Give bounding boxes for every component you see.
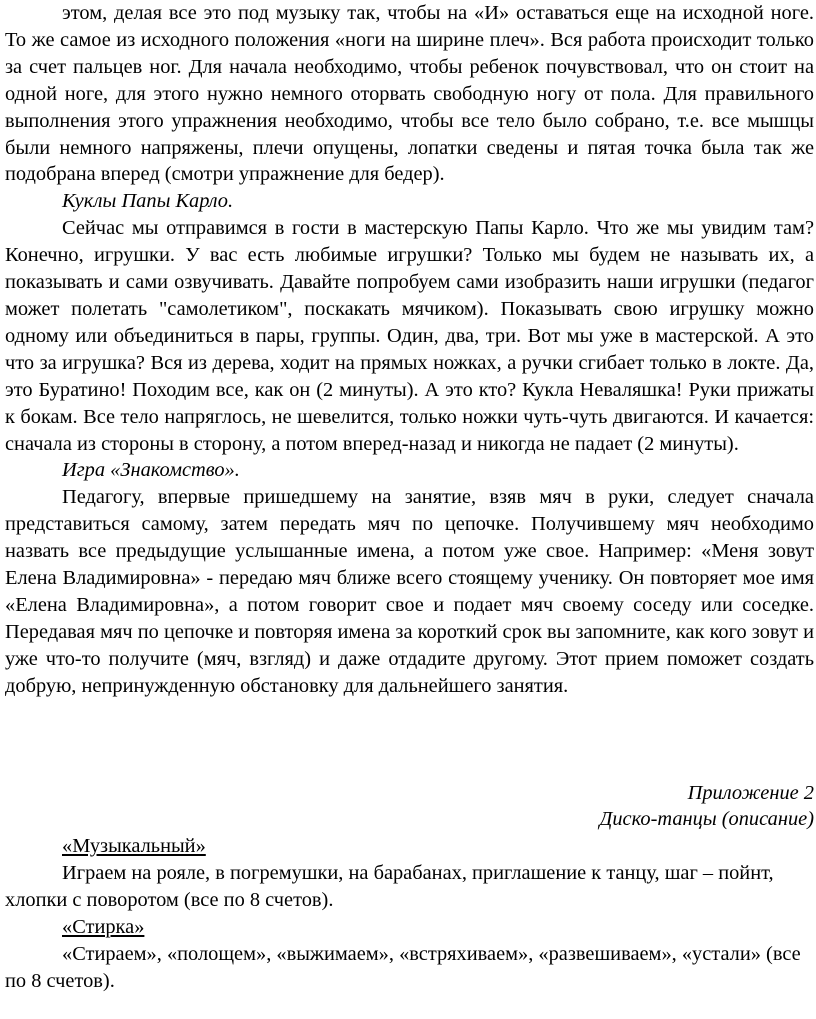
heading-musical [5, 833, 814, 860]
paragraph-laundry: «Стираем», «полощем», «выжимаем», «встряхиваем», «развешиваем», «устали» (все по 8 счетов). [5, 943, 801, 992]
heading-laundry-text: «Стирка» [62, 916, 145, 939]
paragraph-acquaintance: Педагогу, впервые пришедшему на занятие, взяв мяч в руки, следует сначала представиться самому, затем передать мяч по цепочке. Получившему мяч необходимо назвать все предыдущие услышанные имена, а потом уже свое. Например: «Меня зовут Елена Владимировна» - передаю мяч ближе всего стоящему ученику. Он повторяет мое имя «Елена Владимировна», а потом говорит свое и подает мяч своему соседу или соседке. Передавая мяч по цепочке и повторяя имена за короткий срок вы запомните, как кого зовут и уже что-то получите (мяч, взгляд) и даже отдадите другому. Этот прием поможет создать добрую, непринужденную обстановку для дальнейшего занятия. [5, 486, 814, 697]
appendix-title: Приложение 2 [687, 781, 814, 804]
heading-papa-carlo-dolls: Куклы Папы Карло. [62, 190, 234, 213]
heading-musical-text: «Музыкальный» [62, 835, 206, 858]
appendix-subtitle: Диско-танцы (описание) [599, 808, 814, 831]
paragraph-papa-carlo: Сейчас мы отправимся в гости в мастерскую Папы Карло. Что же мы увидим там? Конечно, игрушки. У вас есть любимые игрушки? Только мы будем не называть их, а показывать и сами озвучивать. Давайте попробуем сами изобразить наши игрушки (педагог может полетать "самолетиком", поскакать мячиком). Показывать свою игрушку можно одному или объединиться в пары, группы. Один, два, три. Вот мы уже в мастерской. А это что за игрушка? Вся из дерева, ходит на прямых ножках, а ручки сгибает только в локте. Да, это Буратино! Походим все, как он (2 минуты). А это кто? Кукла Неваляшка! Руки прижаты к бокам. Все тело напряглось, не шевелится, только ножки чуть-чуть двигаются. И качается: сначала из стороны в сторону, а потом вперед-назад и никогда не падает (2 минуты). [5, 217, 814, 455]
paragraph-musical: Играем на рояле, в погремушки, на барабанах, приглашение к танцу, шаг – пойнт, хлопки с поворотом (все по 8 счетов). [5, 862, 774, 912]
section-gap [5, 700, 814, 780]
heading-acquaintance-game: Игра «Знакомство». [62, 459, 240, 482]
heading-laundry [5, 914, 814, 941]
paragraph-exercise-end: этом, делая все это под музыку так, чтобы на «И» оставаться еще на исходной ноге. То же самое из исходного положения «ноги на ширине плеч». Вся работа происходит только за счет пальцев ног. Для начала необходимо, чтобы ребенок почувствовал, что он стоит на одной ноге, для этого нужно немного оторвать свободную ногу от пола. Для правильного выполнения этого упражнения необходимо, чтобы все тело было собрано, т.е. все мышцы были немного напряжены, плечи опущены, лопатки сведены и пятая точка была так же подобрана вперед (смотри упражнение для бедер). [5, 2, 814, 186]
